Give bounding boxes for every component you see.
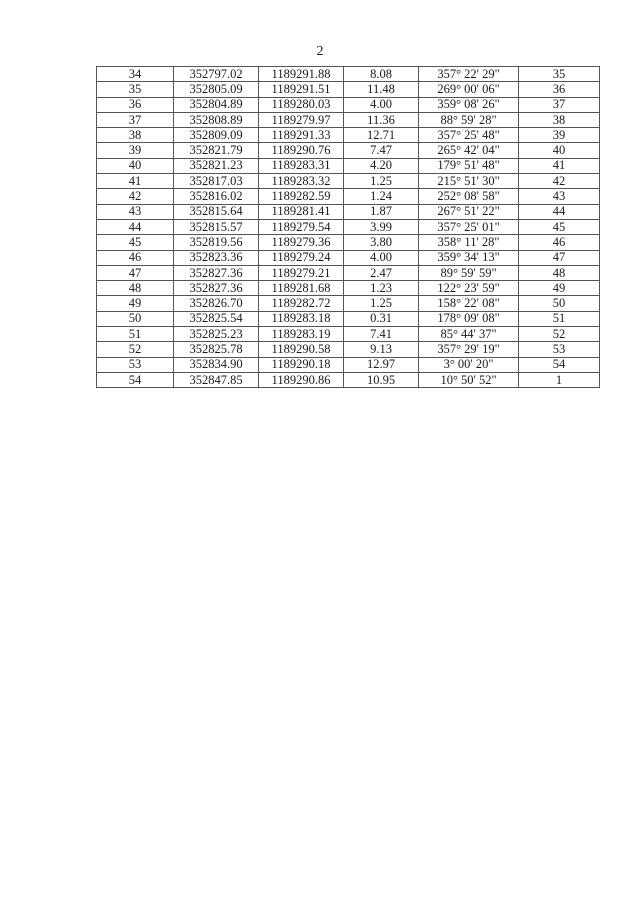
x-coordinate-cell: 352825.23 (174, 327, 259, 342)
x-coordinate-cell: 352815.64 (174, 204, 259, 219)
y-coordinate-cell: 1189282.59 (259, 189, 344, 204)
y-coordinate-cell: 1189279.54 (259, 219, 344, 234)
table-row (97, 235, 600, 250)
bearing-cell: 88° 59' 28" (419, 112, 519, 127)
next-point-cell: 36 (519, 82, 600, 97)
table-row (97, 112, 600, 127)
y-coordinate-cell: 1189291.88 (259, 67, 344, 82)
next-point-cell: 45 (519, 219, 600, 234)
bearing-cell: 269° 00' 06" (419, 82, 519, 97)
table-row (97, 143, 600, 158)
table-row (97, 372, 600, 387)
next-point-cell: 1 (519, 372, 600, 387)
bearing-cell: 158° 22' 08" (419, 296, 519, 311)
x-coordinate-cell: 352821.23 (174, 158, 259, 173)
table-row (97, 327, 600, 342)
table-row (97, 219, 600, 234)
next-point-cell: 54 (519, 357, 600, 372)
table-row (97, 265, 600, 280)
table-row (97, 311, 600, 326)
point-number-cell: 37 (97, 112, 174, 127)
distance-cell: 2.47 (344, 265, 419, 280)
next-point-cell: 50 (519, 296, 600, 311)
y-coordinate-cell: 1189290.76 (259, 143, 344, 158)
distance-cell: 4.20 (344, 158, 419, 173)
next-point-cell: 53 (519, 342, 600, 357)
x-coordinate-cell: 352834.90 (174, 357, 259, 372)
point-number-cell: 49 (97, 296, 174, 311)
y-coordinate-cell: 1189283.31 (259, 158, 344, 173)
distance-cell: 10.95 (344, 372, 419, 387)
bearing-cell: 359° 08' 26" (419, 97, 519, 112)
bearing-cell: 10° 50' 52" (419, 372, 519, 387)
table-row (97, 296, 600, 311)
next-point-cell: 38 (519, 112, 600, 127)
point-number-cell: 52 (97, 342, 174, 357)
next-point-cell: 37 (519, 97, 600, 112)
table-row (97, 82, 600, 97)
y-coordinate-cell: 1189279.24 (259, 250, 344, 265)
distance-cell: 1.23 (344, 281, 419, 296)
distance-cell: 0.31 (344, 311, 419, 326)
next-point-cell: 52 (519, 327, 600, 342)
y-coordinate-cell: 1189279.21 (259, 265, 344, 280)
point-number-cell: 50 (97, 311, 174, 326)
point-number-cell: 34 (97, 67, 174, 82)
next-point-cell: 40 (519, 143, 600, 158)
point-number-cell: 44 (97, 219, 174, 234)
point-number-cell: 53 (97, 357, 174, 372)
point-number-cell: 39 (97, 143, 174, 158)
table-row (97, 250, 600, 265)
next-point-cell: 43 (519, 189, 600, 204)
y-coordinate-cell: 1189283.19 (259, 327, 344, 342)
next-point-cell: 51 (519, 311, 600, 326)
distance-cell: 9.13 (344, 342, 419, 357)
next-point-cell: 48 (519, 265, 600, 280)
y-coordinate-cell: 1189291.33 (259, 128, 344, 143)
table-row (97, 281, 600, 296)
point-number-cell: 40 (97, 158, 174, 173)
x-coordinate-cell: 352821.79 (174, 143, 259, 158)
y-coordinate-cell: 1189280.03 (259, 97, 344, 112)
distance-cell: 12.71 (344, 128, 419, 143)
bearing-cell: 122° 23' 59" (419, 281, 519, 296)
distance-cell: 1.25 (344, 296, 419, 311)
next-point-cell: 42 (519, 174, 600, 189)
x-coordinate-cell: 352819.56 (174, 235, 259, 250)
distance-cell: 11.48 (344, 82, 419, 97)
distance-cell: 3.99 (344, 219, 419, 234)
point-number-cell: 41 (97, 174, 174, 189)
bearing-cell: 358° 11' 28" (419, 235, 519, 250)
bearing-cell: 89° 59' 59" (419, 265, 519, 280)
bearing-cell: 359° 34' 13" (419, 250, 519, 265)
y-coordinate-cell: 1189290.86 (259, 372, 344, 387)
x-coordinate-cell: 352825.78 (174, 342, 259, 357)
distance-cell: 7.47 (344, 143, 419, 158)
point-number-cell: 51 (97, 327, 174, 342)
y-coordinate-cell: 1189279.36 (259, 235, 344, 250)
point-number-cell: 42 (97, 189, 174, 204)
next-point-cell: 39 (519, 128, 600, 143)
table-row (97, 128, 600, 143)
x-coordinate-cell: 352826.70 (174, 296, 259, 311)
table-row (97, 97, 600, 112)
y-coordinate-cell: 1189282.72 (259, 296, 344, 311)
distance-cell: 1.25 (344, 174, 419, 189)
y-coordinate-cell: 1189290.58 (259, 342, 344, 357)
bearing-cell: 357° 25' 01" (419, 219, 519, 234)
table-row (97, 158, 600, 173)
bearing-cell: 179° 51' 48" (419, 158, 519, 173)
x-coordinate-cell: 352797.02 (174, 67, 259, 82)
point-number-cell: 35 (97, 82, 174, 97)
next-point-cell: 44 (519, 204, 600, 219)
x-coordinate-cell: 352815.57 (174, 219, 259, 234)
page-number: 2 (316, 44, 324, 59)
y-coordinate-cell: 1189283.18 (259, 311, 344, 326)
next-point-cell: 35 (519, 67, 600, 82)
bearing-cell: 85° 44' 37" (419, 327, 519, 342)
point-number-cell: 36 (97, 97, 174, 112)
table-row (97, 357, 600, 372)
x-coordinate-cell: 352805.09 (174, 82, 259, 97)
table-row (97, 342, 600, 357)
distance-cell: 7.41 (344, 327, 419, 342)
bearing-cell: 3° 00' 20" (419, 357, 519, 372)
point-number-cell: 54 (97, 372, 174, 387)
bearing-cell: 252° 08' 58" (419, 189, 519, 204)
bearing-cell: 267° 51' 22" (419, 204, 519, 219)
distance-cell: 12.97 (344, 357, 419, 372)
y-coordinate-cell: 1189281.68 (259, 281, 344, 296)
x-coordinate-cell: 352847.85 (174, 372, 259, 387)
distance-cell: 1.87 (344, 204, 419, 219)
distance-cell: 11.36 (344, 112, 419, 127)
point-number-cell: 46 (97, 250, 174, 265)
x-coordinate-cell: 352809.09 (174, 128, 259, 143)
point-number-cell: 47 (97, 265, 174, 280)
bearing-cell: 265° 42' 04" (419, 143, 519, 158)
y-coordinate-cell: 1189290.18 (259, 357, 344, 372)
x-coordinate-cell: 352817.03 (174, 174, 259, 189)
next-point-cell: 47 (519, 250, 600, 265)
bearing-cell: 357° 25' 48" (419, 128, 519, 143)
point-number-cell: 38 (97, 128, 174, 143)
next-point-cell: 41 (519, 158, 600, 173)
coordinates-table (96, 66, 600, 388)
table-row (97, 67, 600, 82)
x-coordinate-cell: 352827.36 (174, 281, 259, 296)
distance-cell: 3.80 (344, 235, 419, 250)
point-number-cell: 45 (97, 235, 174, 250)
x-coordinate-cell: 352825.54 (174, 311, 259, 326)
x-coordinate-cell: 352827.36 (174, 265, 259, 280)
distance-cell: 4.00 (344, 97, 419, 112)
bearing-cell: 215° 51' 30" (419, 174, 519, 189)
y-coordinate-cell: 1189291.51 (259, 82, 344, 97)
table-row (97, 204, 600, 219)
point-number-cell: 48 (97, 281, 174, 296)
bearing-cell: 357° 29' 19" (419, 342, 519, 357)
distance-cell: 1.24 (344, 189, 419, 204)
y-coordinate-cell: 1189281.41 (259, 204, 344, 219)
distance-cell: 4.00 (344, 250, 419, 265)
table-row (97, 189, 600, 204)
next-point-cell: 49 (519, 281, 600, 296)
bearing-cell: 178° 09' 08" (419, 311, 519, 326)
x-coordinate-cell: 352816.02 (174, 189, 259, 204)
distance-cell: 8.08 (344, 67, 419, 82)
table-row (97, 174, 600, 189)
coordinates-table-body (97, 67, 600, 388)
y-coordinate-cell: 1189279.97 (259, 112, 344, 127)
next-point-cell: 46 (519, 235, 600, 250)
bearing-cell: 357° 22' 29" (419, 67, 519, 82)
point-number-cell: 43 (97, 204, 174, 219)
y-coordinate-cell: 1189283.32 (259, 174, 344, 189)
x-coordinate-cell: 352804.89 (174, 97, 259, 112)
x-coordinate-cell: 352823.36 (174, 250, 259, 265)
x-coordinate-cell: 352808.89 (174, 112, 259, 127)
